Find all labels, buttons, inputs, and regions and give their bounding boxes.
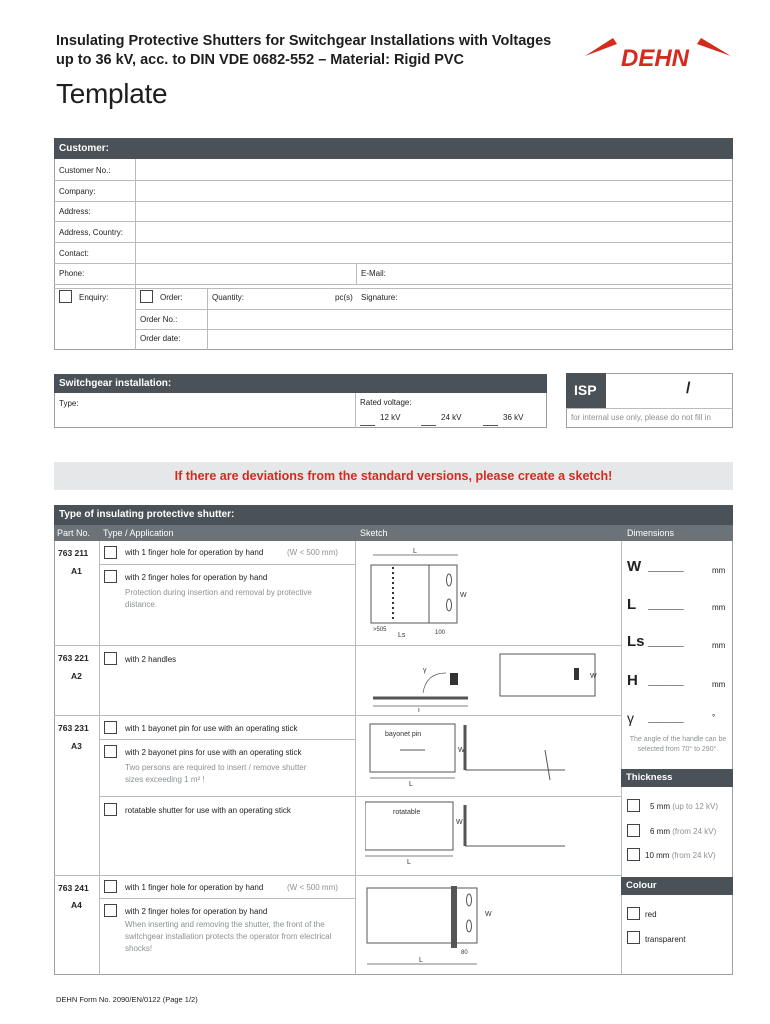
- isp-label: ISP: [566, 373, 606, 408]
- colour-red-label: red: [645, 910, 657, 919]
- voltage-24kv[interactable]: 24 kV: [441, 413, 462, 422]
- sketch-a4: [363, 878, 503, 968]
- col-part-no: Part No.: [57, 528, 91, 538]
- order-label: Order:: [160, 293, 183, 302]
- thickness-10mm-checkbox[interactable]: [627, 848, 640, 861]
- svg-text:W: W: [458, 747, 465, 754]
- svg-text:>505: >505: [373, 627, 387, 633]
- dim-l-blank[interactable]: ________: [648, 601, 684, 610]
- colour-red-checkbox[interactable]: [627, 907, 640, 920]
- part-no-763231: 763 231: [58, 723, 89, 733]
- template-heading: Template: [56, 78, 168, 109]
- col-type: Type / Application: [103, 528, 174, 538]
- colour-transparent-checkbox[interactable]: [627, 931, 640, 944]
- company-label: Company:: [59, 187, 96, 196]
- thickness-6mm-checkbox[interactable]: [627, 824, 640, 837]
- quantity-label: Quantity:: [212, 293, 245, 302]
- svg-text:rotatable: rotatable: [393, 809, 421, 816]
- code-a3: A3: [71, 741, 82, 751]
- part-no-763241: 763 241: [58, 883, 89, 893]
- p3-opt3-label: rotatable shutter for use with an operating stick: [125, 806, 291, 815]
- svg-text:L: L: [409, 781, 413, 788]
- dim-l-label: L: [627, 596, 637, 613]
- p1-opt2-checkbox[interactable]: [104, 570, 117, 583]
- sketch-notice: If there are deviations from the standard versions, please create a sketch!: [54, 462, 733, 490]
- order-no-label: Order No.:: [140, 315, 178, 324]
- p2-opt1-label: with 2 handles: [125, 655, 177, 664]
- thickness-10mm-label: 10 mm (from 24 kV): [645, 851, 716, 860]
- p4-opt2-label: with 2 finger holes for operation by hand: [125, 907, 268, 916]
- dim-h-unit: mm: [712, 680, 726, 689]
- p3-opt2-label: with 2 bayonet pins for use with an operating stick: [125, 748, 302, 757]
- p1-opt1-label: with 1 finger hole for operation by hand: [125, 548, 264, 557]
- col-dimensions: Dimensions: [627, 528, 675, 538]
- svg-text:DEHN: DEHN: [621, 45, 690, 72]
- svg-text:W: W: [590, 673, 597, 680]
- dim-ls-unit: mm: [712, 641, 726, 650]
- sketch-a3: [365, 720, 575, 790]
- order-date-label: Order date:: [140, 334, 181, 343]
- p3-opt2-checkbox[interactable]: [104, 745, 117, 758]
- customer-no-label: Customer No.:: [59, 166, 111, 175]
- dim-gamma-unit: °: [712, 713, 716, 722]
- p1-opt2-label: with 2 finger holes for operation by hand: [125, 573, 268, 582]
- p3-opt3-checkbox[interactable]: [104, 803, 117, 816]
- dim-l-unit: mm: [712, 603, 726, 612]
- svg-text:100: 100: [435, 630, 446, 636]
- dim-h-label: H: [627, 672, 638, 689]
- dim-gamma-blank[interactable]: ________: [648, 714, 684, 723]
- p1-note: Protection during insertion and removal by protective distance.: [125, 588, 312, 609]
- thickness-5mm-checkbox[interactable]: [627, 799, 640, 812]
- svg-text:γ: γ: [423, 667, 427, 674]
- sketch-a2: [368, 648, 608, 712]
- handle-angle-note: The angle of the handle can be selected from 70° to 290°.: [629, 736, 727, 753]
- thickness-5mm-label: 5 mm (up to 12 kV): [650, 802, 719, 811]
- svg-text:L: L: [418, 708, 422, 712]
- email-label: E-Mail:: [361, 269, 386, 278]
- svg-text:80: 80: [461, 950, 468, 956]
- colour-transparent-label: transparent: [645, 935, 686, 944]
- sketch-a1: [363, 545, 473, 640]
- enquiry-checkbox[interactable]: [59, 290, 72, 303]
- enquiry-label: Enquiry:: [79, 293, 109, 302]
- thickness-6mm-label: 6 mm (from 24 kV): [650, 827, 717, 836]
- dim-gamma-label: γ: [627, 710, 634, 726]
- isp-slash: /: [686, 380, 691, 397]
- svg-text:W: W: [456, 819, 463, 826]
- p1-opt1-checkbox[interactable]: [104, 546, 117, 559]
- phone-label: Phone:: [59, 269, 85, 278]
- code-a1: A1: [71, 566, 82, 576]
- svg-text:L: L: [419, 957, 423, 964]
- svg-text:L: L: [407, 859, 411, 866]
- p3-opt1-checkbox[interactable]: [104, 721, 117, 734]
- customer-section-header: Customer:: [54, 138, 733, 159]
- dim-w-label: W: [627, 558, 642, 575]
- dehn-logo: [583, 34, 733, 72]
- p3-note: Two persons are required to insert / remove shutter sizes exceeding 1 m² !: [125, 763, 307, 784]
- isp-note: for internal use only, please do not fill in: [571, 413, 711, 422]
- voltage-12kv[interactable]: 12 kV: [380, 413, 401, 422]
- dim-ls-blank[interactable]: ________: [648, 638, 684, 647]
- svg-text:W: W: [460, 592, 467, 599]
- contact-label: Contact:: [59, 249, 89, 258]
- p4-opt2-checkbox[interactable]: [104, 904, 117, 917]
- dim-ls-label: Ls: [627, 633, 645, 650]
- dim-w-blank[interactable]: ________: [648, 563, 684, 572]
- svg-text:L: L: [413, 548, 417, 555]
- voltage-36kv[interactable]: 36 kV: [503, 413, 524, 422]
- address-label: Address:: [59, 207, 91, 216]
- order-checkbox[interactable]: [140, 290, 153, 303]
- pcs-label: pc(s): [335, 293, 353, 302]
- part-no-763211: 763 211: [58, 548, 89, 558]
- p4-opt1-checkbox[interactable]: [104, 880, 117, 893]
- p4-opt1-note: (W < 500 mm): [287, 883, 338, 892]
- switchgear-form: [54, 393, 547, 428]
- p3-opt1-label: with 1 bayonet pin for use with an operating stick: [125, 724, 298, 733]
- shutter-section-header: Type of insulating protective shutter:: [54, 505, 733, 525]
- dim-w-unit: mm: [712, 566, 726, 575]
- rated-voltage-label: Rated voltage:: [360, 398, 412, 407]
- signature-label: Signature:: [361, 293, 398, 302]
- p2-opt1-checkbox[interactable]: [104, 652, 117, 665]
- part-no-763221: 763 221: [58, 653, 89, 663]
- code-a2: A2: [71, 671, 82, 681]
- dim-h-blank[interactable]: ________: [648, 677, 684, 686]
- svg-text:bayonet pin: bayonet pin: [385, 731, 422, 738]
- switchgear-section-header: Switchgear installation:: [54, 374, 547, 393]
- svg-text:W: W: [485, 911, 492, 918]
- colour-header: Colour: [621, 877, 733, 895]
- code-a4: A4: [71, 900, 82, 910]
- address-country-label: Address, Country:: [59, 228, 124, 237]
- document-title: Insulating Protective Shutters for Switchgear Installations with Voltages up to 36 kV, acc. to DIN VDE 0682-552 – Material: Rigid PVC: [56, 33, 552, 68]
- p1-opt1-note: (W < 500 mm): [287, 548, 338, 557]
- type-label: Type:: [59, 399, 79, 408]
- form-number-footer: DEHN Form No. 2090/EN/0122 (Page 1/2): [56, 995, 198, 1004]
- thickness-header: Thickness: [621, 769, 733, 787]
- col-sketch: Sketch: [360, 528, 388, 538]
- svg-text:Ls: Ls: [398, 632, 406, 639]
- p4-note: When inserting and removing the shutter, the front of the switchgear installation protects the operator from electrical shocks!: [125, 920, 332, 953]
- p4-opt1-label: with 1 finger hole for operation by hand: [125, 883, 264, 892]
- sketch-a3-rotatable: [365, 800, 575, 870]
